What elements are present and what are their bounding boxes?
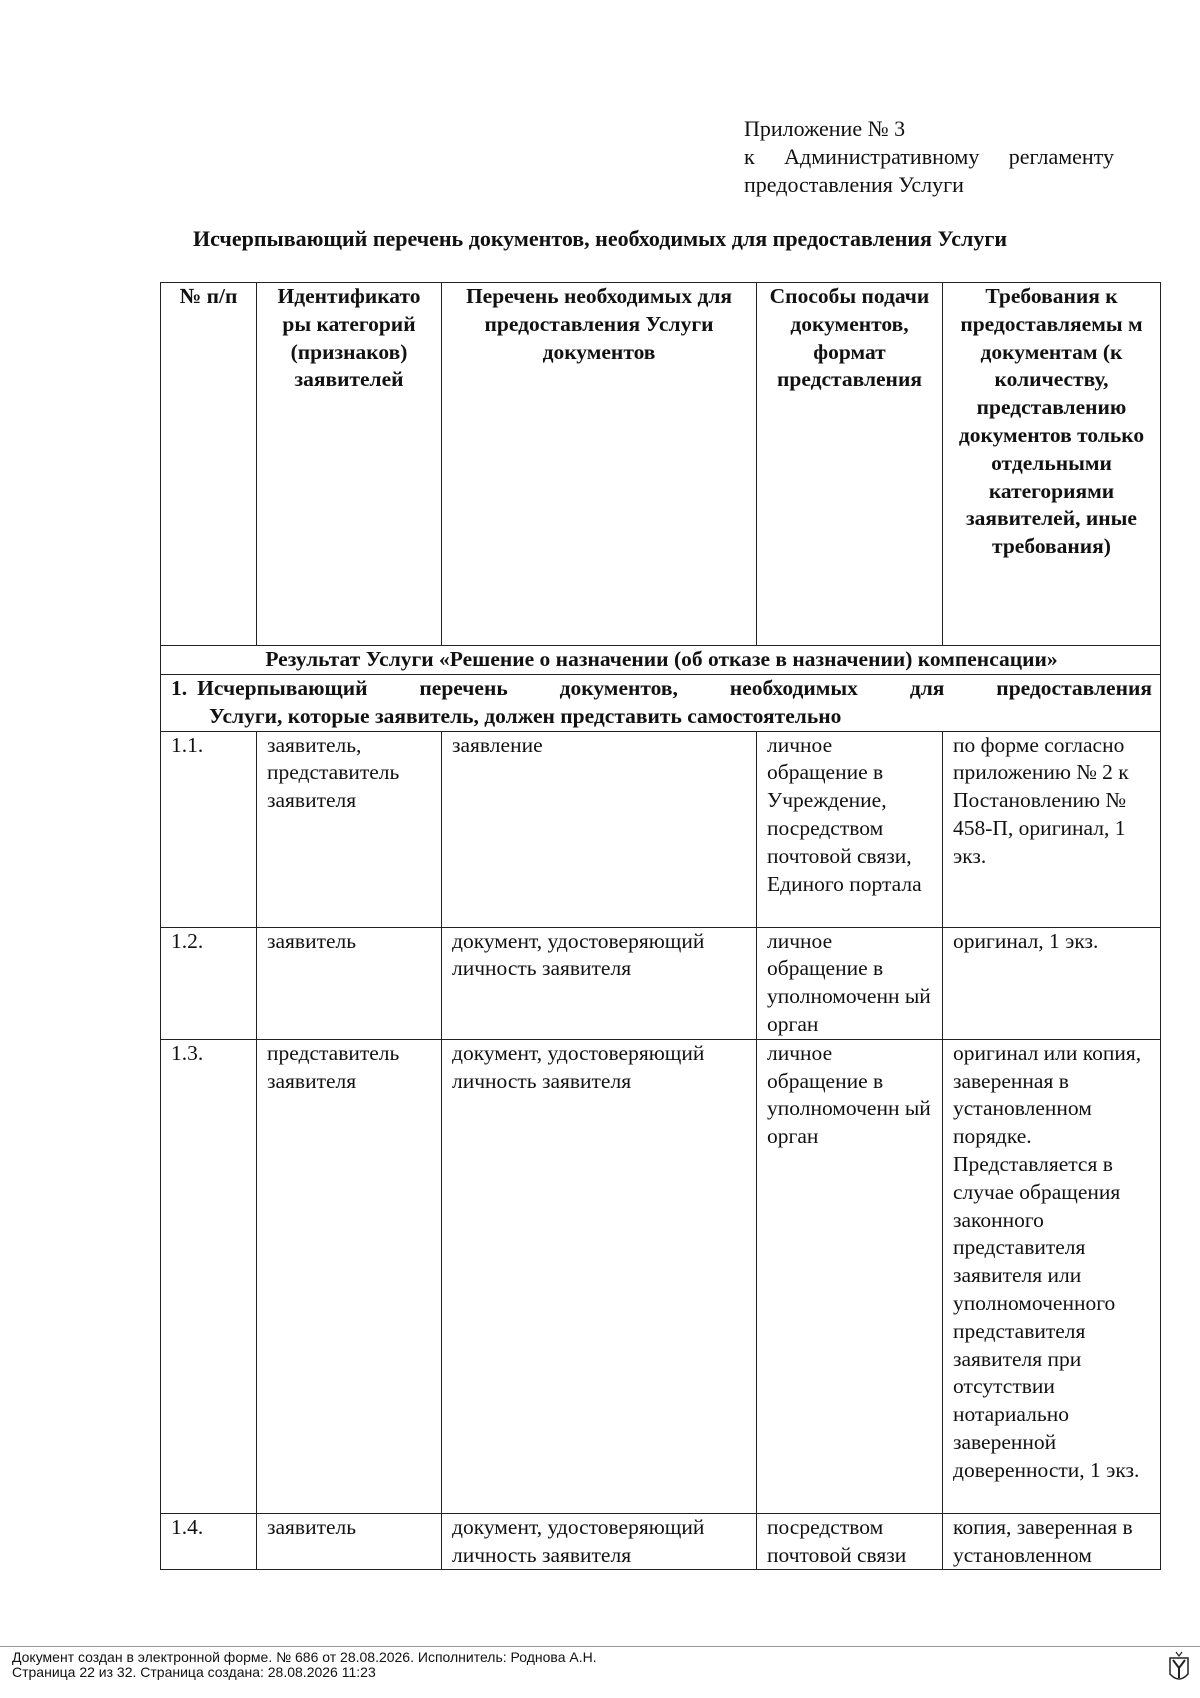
row-document: заявление <box>442 731 757 927</box>
coat-of-arms-icon <box>1168 1650 1190 1686</box>
header-methods: Способы подачи документов, формат представления <box>757 283 943 646</box>
header-requirements: Требования к предоставляемы м документам (к количеству, представлению документов только отдельными категориями заявителей, иные требования) <box>943 283 1161 646</box>
row-document: документ, удостоверяющий личность заявителя <box>442 1513 757 1570</box>
row-method: посредством почтовой связи <box>757 1513 943 1570</box>
row-category: заявитель <box>257 1513 442 1570</box>
row-category: представитель заявителя <box>257 1039 442 1513</box>
subsection-line-1 <box>171 675 1152 703</box>
footer-page-info: Страница 22 из 32. Страница создана: 28.08.2026 11:23 <box>12 1664 376 1680</box>
row-requirements: по форме согласно приложению № 2 к Постановлению № 458-П, оригинал, 1 экз. <box>943 731 1161 927</box>
table-header-row <box>161 283 1161 646</box>
appendix-regulation-line <box>744 143 1114 171</box>
documents-table <box>160 282 1161 1570</box>
header-number: № п/п <box>161 283 257 646</box>
row-requirements: оригинал или копия, заверенная в установленном порядке. Представляется в случае обращения законного представителя заявителя или уполномоченного представителя заявителя при отсутствии нотариально заверенной доверенности, 1 экз. <box>943 1039 1161 1513</box>
appendix-service-line: предоставления Услуги <box>744 172 964 197</box>
appendix-word: регламенту <box>1008 144 1114 169</box>
appendix-number: Приложение № 3 <box>744 116 906 141</box>
table-row <box>161 1039 1161 1513</box>
row-method: личное обращение в Учреждение, посредством почтовой связи, Единого портала <box>757 731 943 927</box>
row-requirements: оригинал, 1 экз. <box>943 927 1161 1039</box>
footer <box>12 1650 597 1680</box>
table-row <box>161 731 1161 927</box>
document-title: Исчерпывающий перечень документов, необходимых для предоставления Услуги <box>193 226 1007 251</box>
row-method: личное обращение в уполномоченн ый орган <box>757 1039 943 1513</box>
row-number: 1.2. <box>161 927 257 1039</box>
row-method: личное обращение в уполномоченн ый орган <box>757 927 943 1039</box>
row-number: 1.4. <box>161 1513 257 1570</box>
header-documents: Перечень необходимых для предоставления Услуги документов <box>442 283 757 646</box>
footer-document-info: Документ создан в электронной форме. № 686 от 28.08.2026. Исполнитель: Роднова А.Н. <box>12 1649 597 1665</box>
footer-divider <box>0 1646 1200 1647</box>
row-number: 1.1. <box>161 731 257 927</box>
row-document: документ, удостоверяющий личность заявителя <box>442 1039 757 1513</box>
subsection-row <box>161 675 1161 732</box>
row-document: документ, удостоверяющий личность заявителя <box>442 927 757 1039</box>
table-row <box>161 1513 1161 1570</box>
row-category: заявитель, представитель заявителя <box>257 731 442 927</box>
table-row <box>161 927 1161 1039</box>
appendix-reference <box>744 115 1124 199</box>
row-number: 1.3. <box>161 1039 257 1513</box>
subsection-text-1: Исчерпывающий перечень документов, необходимых для предоставления <box>197 676 1152 700</box>
row-category: заявитель <box>257 927 442 1039</box>
appendix-word: к <box>744 144 755 169</box>
section-row <box>161 646 1161 675</box>
subsection-number: 1. <box>171 676 188 700</box>
section-title: Результат Услуги «Решение о назначении (об отказе в назначении) компенсации» <box>161 646 1161 675</box>
header-category: Идентификато ры категорий (признаков) заявителей <box>257 283 442 646</box>
row-requirements: копия, заверенная в установленном <box>943 1513 1161 1570</box>
appendix-word: Административному <box>784 144 980 169</box>
subsection-line-2: Услуги, которые заявитель, должен представить самостоятельно <box>209 703 842 728</box>
subsection-title <box>161 675 1161 732</box>
